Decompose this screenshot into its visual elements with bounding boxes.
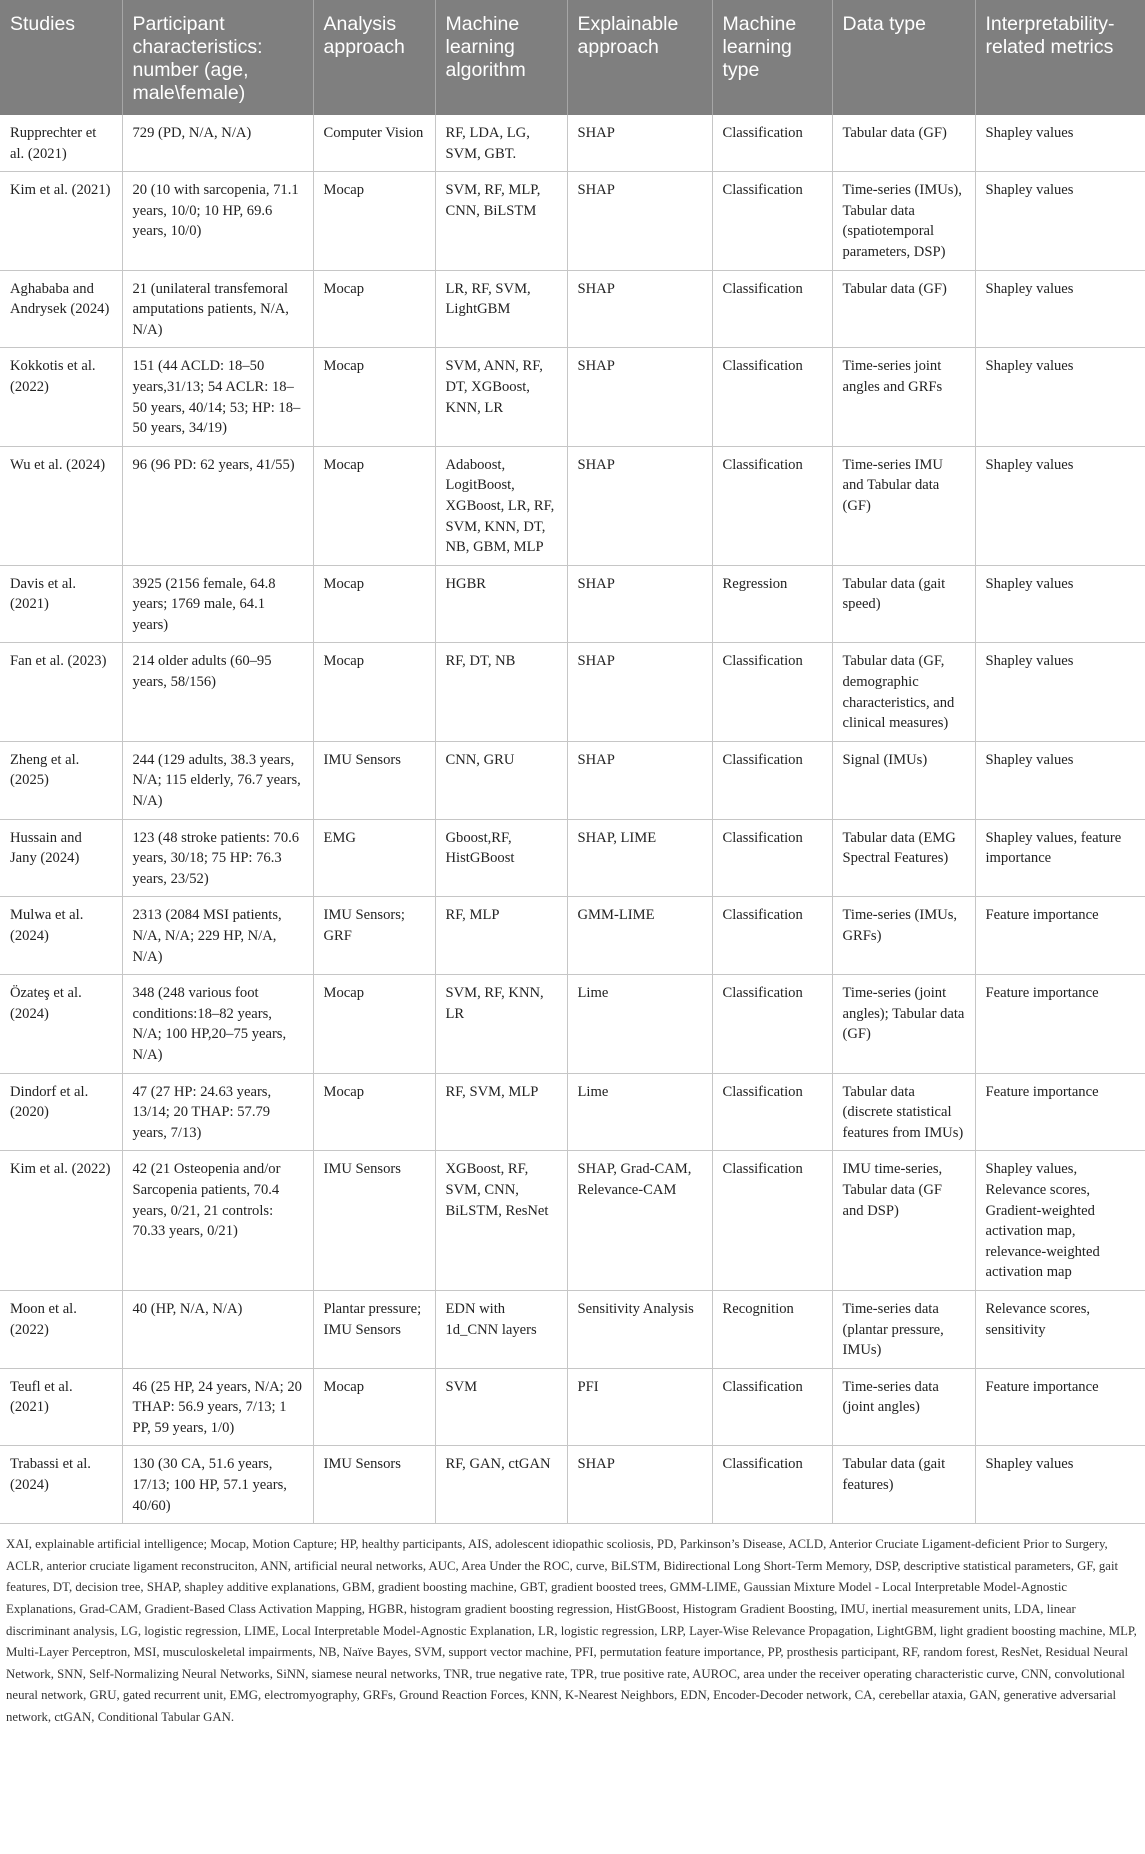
analysis-approach-cell: Computer Vision	[313, 115, 435, 172]
data-type-cell: Time-series (IMUs, GRFs)	[832, 897, 975, 975]
ml-type-cell: Classification	[712, 115, 832, 172]
ml-type-cell: Classification	[712, 1446, 832, 1524]
study-cell: Kim et al. (2022)	[0, 1151, 122, 1291]
explainable-approach-cell: SHAP	[567, 1446, 712, 1524]
table-row	[0, 1368, 1145, 1446]
metrics-cell: Shapley values	[975, 115, 1145, 172]
data-type-cell: Time-series data (plantar pressure, IMUs)	[832, 1290, 975, 1368]
analysis-approach-cell: Mocap	[313, 1368, 435, 1446]
table-row	[0, 446, 1145, 565]
ml-type-cell: Classification	[712, 172, 832, 270]
data-type-cell: Time-series (IMUs), Tabular data (spatiotemporal parameters, DSP)	[832, 172, 975, 270]
analysis-approach-cell: IMU Sensors; GRF	[313, 897, 435, 975]
algorithm-cell: RF, GAN, ctGAN	[435, 1446, 567, 1524]
participants-cell: 3925 (2156 female, 64.8 years; 1769 male, 64.1 years)	[122, 565, 313, 643]
data-type-cell: IMU time-series, Tabular data (GF and DSP)	[832, 1151, 975, 1291]
participants-cell: 123 (48 stroke patients: 70.6 years, 30/18; 75 HP: 76.3 years, 23/52)	[122, 819, 313, 897]
study-cell: Davis et al. (2021)	[0, 565, 122, 643]
study-cell: Mulwa et al. (2024)	[0, 897, 122, 975]
participants-cell: 130 (30 CA, 51.6 years, 17/13; 100 HP, 57.1 years, 40/60)	[122, 1446, 313, 1524]
table-row	[0, 741, 1145, 819]
data-type-cell: Time-series IMU and Tabular data (GF)	[832, 446, 975, 565]
study-cell: Teufl et al. (2021)	[0, 1368, 122, 1446]
header-ml-algorithm: Machine learning algorithm	[435, 0, 567, 115]
header-interpretability-metrics: Interpretability-related metrics	[975, 0, 1145, 115]
study-cell: Rupprechter et al. (2021)	[0, 115, 122, 172]
metrics-cell: Feature importance	[975, 1368, 1145, 1446]
metrics-cell: Shapley values	[975, 172, 1145, 270]
ml-type-cell: Classification	[712, 975, 832, 1073]
analysis-approach-cell: IMU Sensors	[313, 1446, 435, 1524]
data-type-cell: Tabular data (GF)	[832, 115, 975, 172]
explainable-approach-cell: SHAP	[567, 172, 712, 270]
analysis-approach-cell: Mocap	[313, 975, 435, 1073]
study-cell: Özateş et al. (2024)	[0, 975, 122, 1073]
participants-cell: 214 older adults (60–95 years, 58/156)	[122, 643, 313, 741]
metrics-cell: Shapley values, Relevance scores, Gradient-weighted activation map, relevance-weighted activation map	[975, 1151, 1145, 1291]
table-row	[0, 172, 1145, 270]
explainable-approach-cell: SHAP	[567, 446, 712, 565]
analysis-approach-cell: Mocap	[313, 1073, 435, 1151]
ml-type-cell: Classification	[712, 819, 832, 897]
analysis-approach-cell: IMU Sensors	[313, 1151, 435, 1291]
metrics-cell: Shapley values	[975, 1446, 1145, 1524]
algorithm-cell: Gboost,RF, HistGBoost	[435, 819, 567, 897]
study-cell: Wu et al. (2024)	[0, 446, 122, 565]
header-row	[0, 0, 1145, 115]
header-analysis-approach: Analysis approach	[313, 0, 435, 115]
table-row	[0, 643, 1145, 741]
ml-type-cell: Classification	[712, 897, 832, 975]
algorithm-cell: XGBoost, RF, SVM, CNN, BiLSTM, ResNet	[435, 1151, 567, 1291]
metrics-cell: Shapley values, feature importance	[975, 819, 1145, 897]
explainable-approach-cell: SHAP, LIME	[567, 819, 712, 897]
participants-cell: 151 (44 ACLD: 18–50 years,31/13; 54 ACLR: 18–50 years, 40/14; 53; HP: 18–50 years, 34/19)	[122, 348, 313, 446]
ml-type-cell: Classification	[712, 348, 832, 446]
study-cell: Zheng et al. (2025)	[0, 741, 122, 819]
metrics-cell: Feature importance	[975, 1073, 1145, 1151]
algorithm-cell: RF, LDA, LG, SVM, GBT.	[435, 115, 567, 172]
explainable-approach-cell: Sensitivity Analysis	[567, 1290, 712, 1368]
data-type-cell: Tabular data (gait speed)	[832, 565, 975, 643]
ml-type-cell: Classification	[712, 446, 832, 565]
ml-type-cell: Classification	[712, 1368, 832, 1446]
table-row	[0, 565, 1145, 643]
header-data-type: Data type	[832, 0, 975, 115]
header-participant-characteristics: Participant characteristics: number (age, male\female)	[122, 0, 313, 115]
ml-type-cell: Classification	[712, 1073, 832, 1151]
participants-cell: 729 (PD, N/A, N/A)	[122, 115, 313, 172]
study-cell: Kim et al. (2021)	[0, 172, 122, 270]
explainable-approach-cell: SHAP	[567, 565, 712, 643]
ml-type-cell: Classification	[712, 741, 832, 819]
analysis-approach-cell: Mocap	[313, 565, 435, 643]
explainable-approach-cell: SHAP	[567, 643, 712, 741]
table-row	[0, 1073, 1145, 1151]
data-type-cell: Time-series joint angles and GRFs	[832, 348, 975, 446]
data-type-cell: Tabular data (GF, demographic characteristics, and clinical measures)	[832, 643, 975, 741]
metrics-cell: Shapley values	[975, 565, 1145, 643]
algorithm-cell: RF, DT, NB	[435, 643, 567, 741]
participants-cell: 42 (21 Osteopenia and/or Sarcopenia patients, 70.4 years, 0/21, 21 controls: 70.33 years, 0/21)	[122, 1151, 313, 1291]
header-explainable-approach: Explainable approach	[567, 0, 712, 115]
metrics-cell: Feature importance	[975, 897, 1145, 975]
ml-type-cell: Classification	[712, 1151, 832, 1291]
data-type-cell: Time-series data (joint angles)	[832, 1368, 975, 1446]
explainable-approach-cell: SHAP	[567, 741, 712, 819]
header-studies: Studies	[0, 0, 122, 115]
data-type-cell: Tabular data (discrete statistical features from IMUs)	[832, 1073, 975, 1151]
explainable-approach-cell: PFI	[567, 1368, 712, 1446]
metrics-cell: Shapley values	[975, 741, 1145, 819]
analysis-approach-cell: Mocap	[313, 643, 435, 741]
participants-cell: 40 (HP, N/A, N/A)	[122, 1290, 313, 1368]
explainable-approach-cell: SHAP	[567, 115, 712, 172]
ml-type-cell: Recognition	[712, 1290, 832, 1368]
table-row	[0, 348, 1145, 446]
ml-type-cell: Classification	[712, 270, 832, 348]
data-type-cell: Time-series (joint angles); Tabular data (GF)	[832, 975, 975, 1073]
algorithm-cell: SVM, ANN, RF, DT, XGBoost, KNN, LR	[435, 348, 567, 446]
metrics-cell: Feature importance	[975, 975, 1145, 1073]
explainable-approach-cell: Lime	[567, 1073, 712, 1151]
algorithm-cell: LR, RF, SVM, LightGBM	[435, 270, 567, 348]
table-row	[0, 819, 1145, 897]
analysis-approach-cell: Mocap	[313, 270, 435, 348]
participants-cell: 20 (10 with sarcopenia, 71.1 years, 10/0; 10 HP, 69.6 years, 10/0)	[122, 172, 313, 270]
metrics-cell: Shapley values	[975, 270, 1145, 348]
metrics-cell: Shapley values	[975, 348, 1145, 446]
algorithm-cell: SVM, RF, KNN, LR	[435, 975, 567, 1073]
analysis-approach-cell: Mocap	[313, 172, 435, 270]
algorithm-cell: SVM	[435, 1368, 567, 1446]
analysis-approach-cell: IMU Sensors	[313, 741, 435, 819]
data-type-cell: Tabular data (EMG Spectral Features)	[832, 819, 975, 897]
data-type-cell: Signal (IMUs)	[832, 741, 975, 819]
table-row	[0, 1151, 1145, 1291]
data-type-cell: Tabular data (gait features)	[832, 1446, 975, 1524]
study-cell: Aghababa and Andrysek (2024)	[0, 270, 122, 348]
participants-cell: 46 (25 HP, 24 years, N/A; 20 THAP: 56.9 years, 7/13; 1 PP, 59 years, 1/0)	[122, 1368, 313, 1446]
table-row	[0, 897, 1145, 975]
study-cell: Moon et al. (2022)	[0, 1290, 122, 1368]
explainable-approach-cell: Lime	[567, 975, 712, 1073]
analysis-approach-cell: Mocap	[313, 446, 435, 565]
analysis-approach-cell: Mocap	[313, 348, 435, 446]
participants-cell: 244 (129 adults, 38.3 years, N/A; 115 elderly, 76.7 years, N/A)	[122, 741, 313, 819]
table-row	[0, 975, 1145, 1073]
participants-cell: 47 (27 HP: 24.63 years, 13/14; 20 THAP: 57.79 years, 7/13)	[122, 1073, 313, 1151]
explainable-approach-cell: SHAP	[567, 348, 712, 446]
study-cell: Hussain and Jany (2024)	[0, 819, 122, 897]
algorithm-cell: HGBR	[435, 565, 567, 643]
algorithm-cell: Adaboost, LogitBoost, XGBoost, LR, RF, SVM, KNN, DT, NB, GBM, MLP	[435, 446, 567, 565]
ml-type-cell: Regression	[712, 565, 832, 643]
study-cell: Kokkotis et al. (2022)	[0, 348, 122, 446]
algorithm-cell: RF, MLP	[435, 897, 567, 975]
analysis-approach-cell: Plantar pressure; IMU Sensors	[313, 1290, 435, 1368]
study-cell: Fan et al. (2023)	[0, 643, 122, 741]
algorithm-cell: RF, SVM, MLP	[435, 1073, 567, 1151]
algorithm-cell: SVM, RF, MLP, CNN, BiLSTM	[435, 172, 567, 270]
table-footnote: XAI, explainable artificial intelligence; Mocap, Motion Capture; HP, healthy participants, AIS, adolescent idiopathic scoliosis, PD, Parkinson’s Disease, ACLD, Anterior Cruciate Ligament-deficient Prior to Surgery, ACLR, anterior cruciate ligament reconstruciton, ANN, artificial neural networks, AUC, Area Under the ROC, curve, BiLSTM, Bidirectional Long Short-Term Memory, DSP, descriptive statistical parameters, GF, gait features, DT, decision tree, SHAP, shapley additive explanations, GBM, gradient boosting machine, GBT, gradient boosted trees, GMM-LIME, Gaussian Mixture Model - Local Interpretable Model-Agnostic Explanations, Grad-CAM, Gradient-Based Class Activation Mapping, HGBR, histogram gradient boosting regression, HistGBoost, Histogram Gradient Boosting, IMU, inertial measurement units, LDA, linear discriminant analysis, LG, logistic regression, LIME, Local Interpretable Model-Agnostic Explanation, LR, logistic regression, LRP, Layer-Wise Relevance Propagation, LightGBM, light gradient boosting machine, MLP, Multi-Layer Perceptron, MSI, musculoskeletal impairments, NB, Naïve Bayes, SVM, support vector machine, PFI, permutation feature importance, PP, prosthesis participant, RF, random forest, ResNet, Residual Neural Network, SNN, Self-Normalizing Neural Networks, SiNN, siamese neural networks, TNR, true negative rate, TPR, true positive rate, AUROC, area under the receiver operating characteristic curve, CNN, convolutional neural network, GRU, gated recurrent unit, EMG, electromyography, GRFs, Ground Reaction Forces, KNN, K-Nearest Neighbors, EDN, Encoder-Decoder network, CA, cerebellar ataxia, GAN, generative adversarial network, ctGAN, Conditional Tabular GAN.	[6, 1537, 1137, 1724]
participants-cell: 21 (unilateral transfemoral amputations patients, N/A, N/A)	[122, 270, 313, 348]
data-type-cell: Tabular data (GF)	[832, 270, 975, 348]
metrics-cell: Shapley values	[975, 643, 1145, 741]
header-ml-type: Machine learning type	[712, 0, 832, 115]
algorithm-cell: EDN with 1d_CNN layers	[435, 1290, 567, 1368]
table-row	[0, 115, 1145, 172]
algorithm-cell: CNN, GRU	[435, 741, 567, 819]
participants-cell: 348 (248 various foot conditions:18–82 years, N/A; 100 HP,20–75 years, N/A)	[122, 975, 313, 1073]
explainable-approach-cell: SHAP, Grad-CAM, Relevance-CAM	[567, 1151, 712, 1291]
metrics-cell: Shapley values	[975, 446, 1145, 565]
analysis-approach-cell: EMG	[313, 819, 435, 897]
table-row	[0, 1446, 1145, 1524]
study-cell: Dindorf et al. (2020)	[0, 1073, 122, 1151]
table-row	[0, 270, 1145, 348]
table-row	[0, 1290, 1145, 1368]
explainable-approach-cell: SHAP	[567, 270, 712, 348]
ml-type-cell: Classification	[712, 643, 832, 741]
participants-cell: 2313 (2084 MSI patients, N/A, N/A; 229 HP, N/A, N/A)	[122, 897, 313, 975]
explainable-approach-cell: GMM-LIME	[567, 897, 712, 975]
participants-cell: 96 (96 PD: 62 years, 41/55)	[122, 446, 313, 565]
metrics-cell: Relevance scores, sensitivity	[975, 1290, 1145, 1368]
study-cell: Trabassi et al. (2024)	[0, 1446, 122, 1524]
